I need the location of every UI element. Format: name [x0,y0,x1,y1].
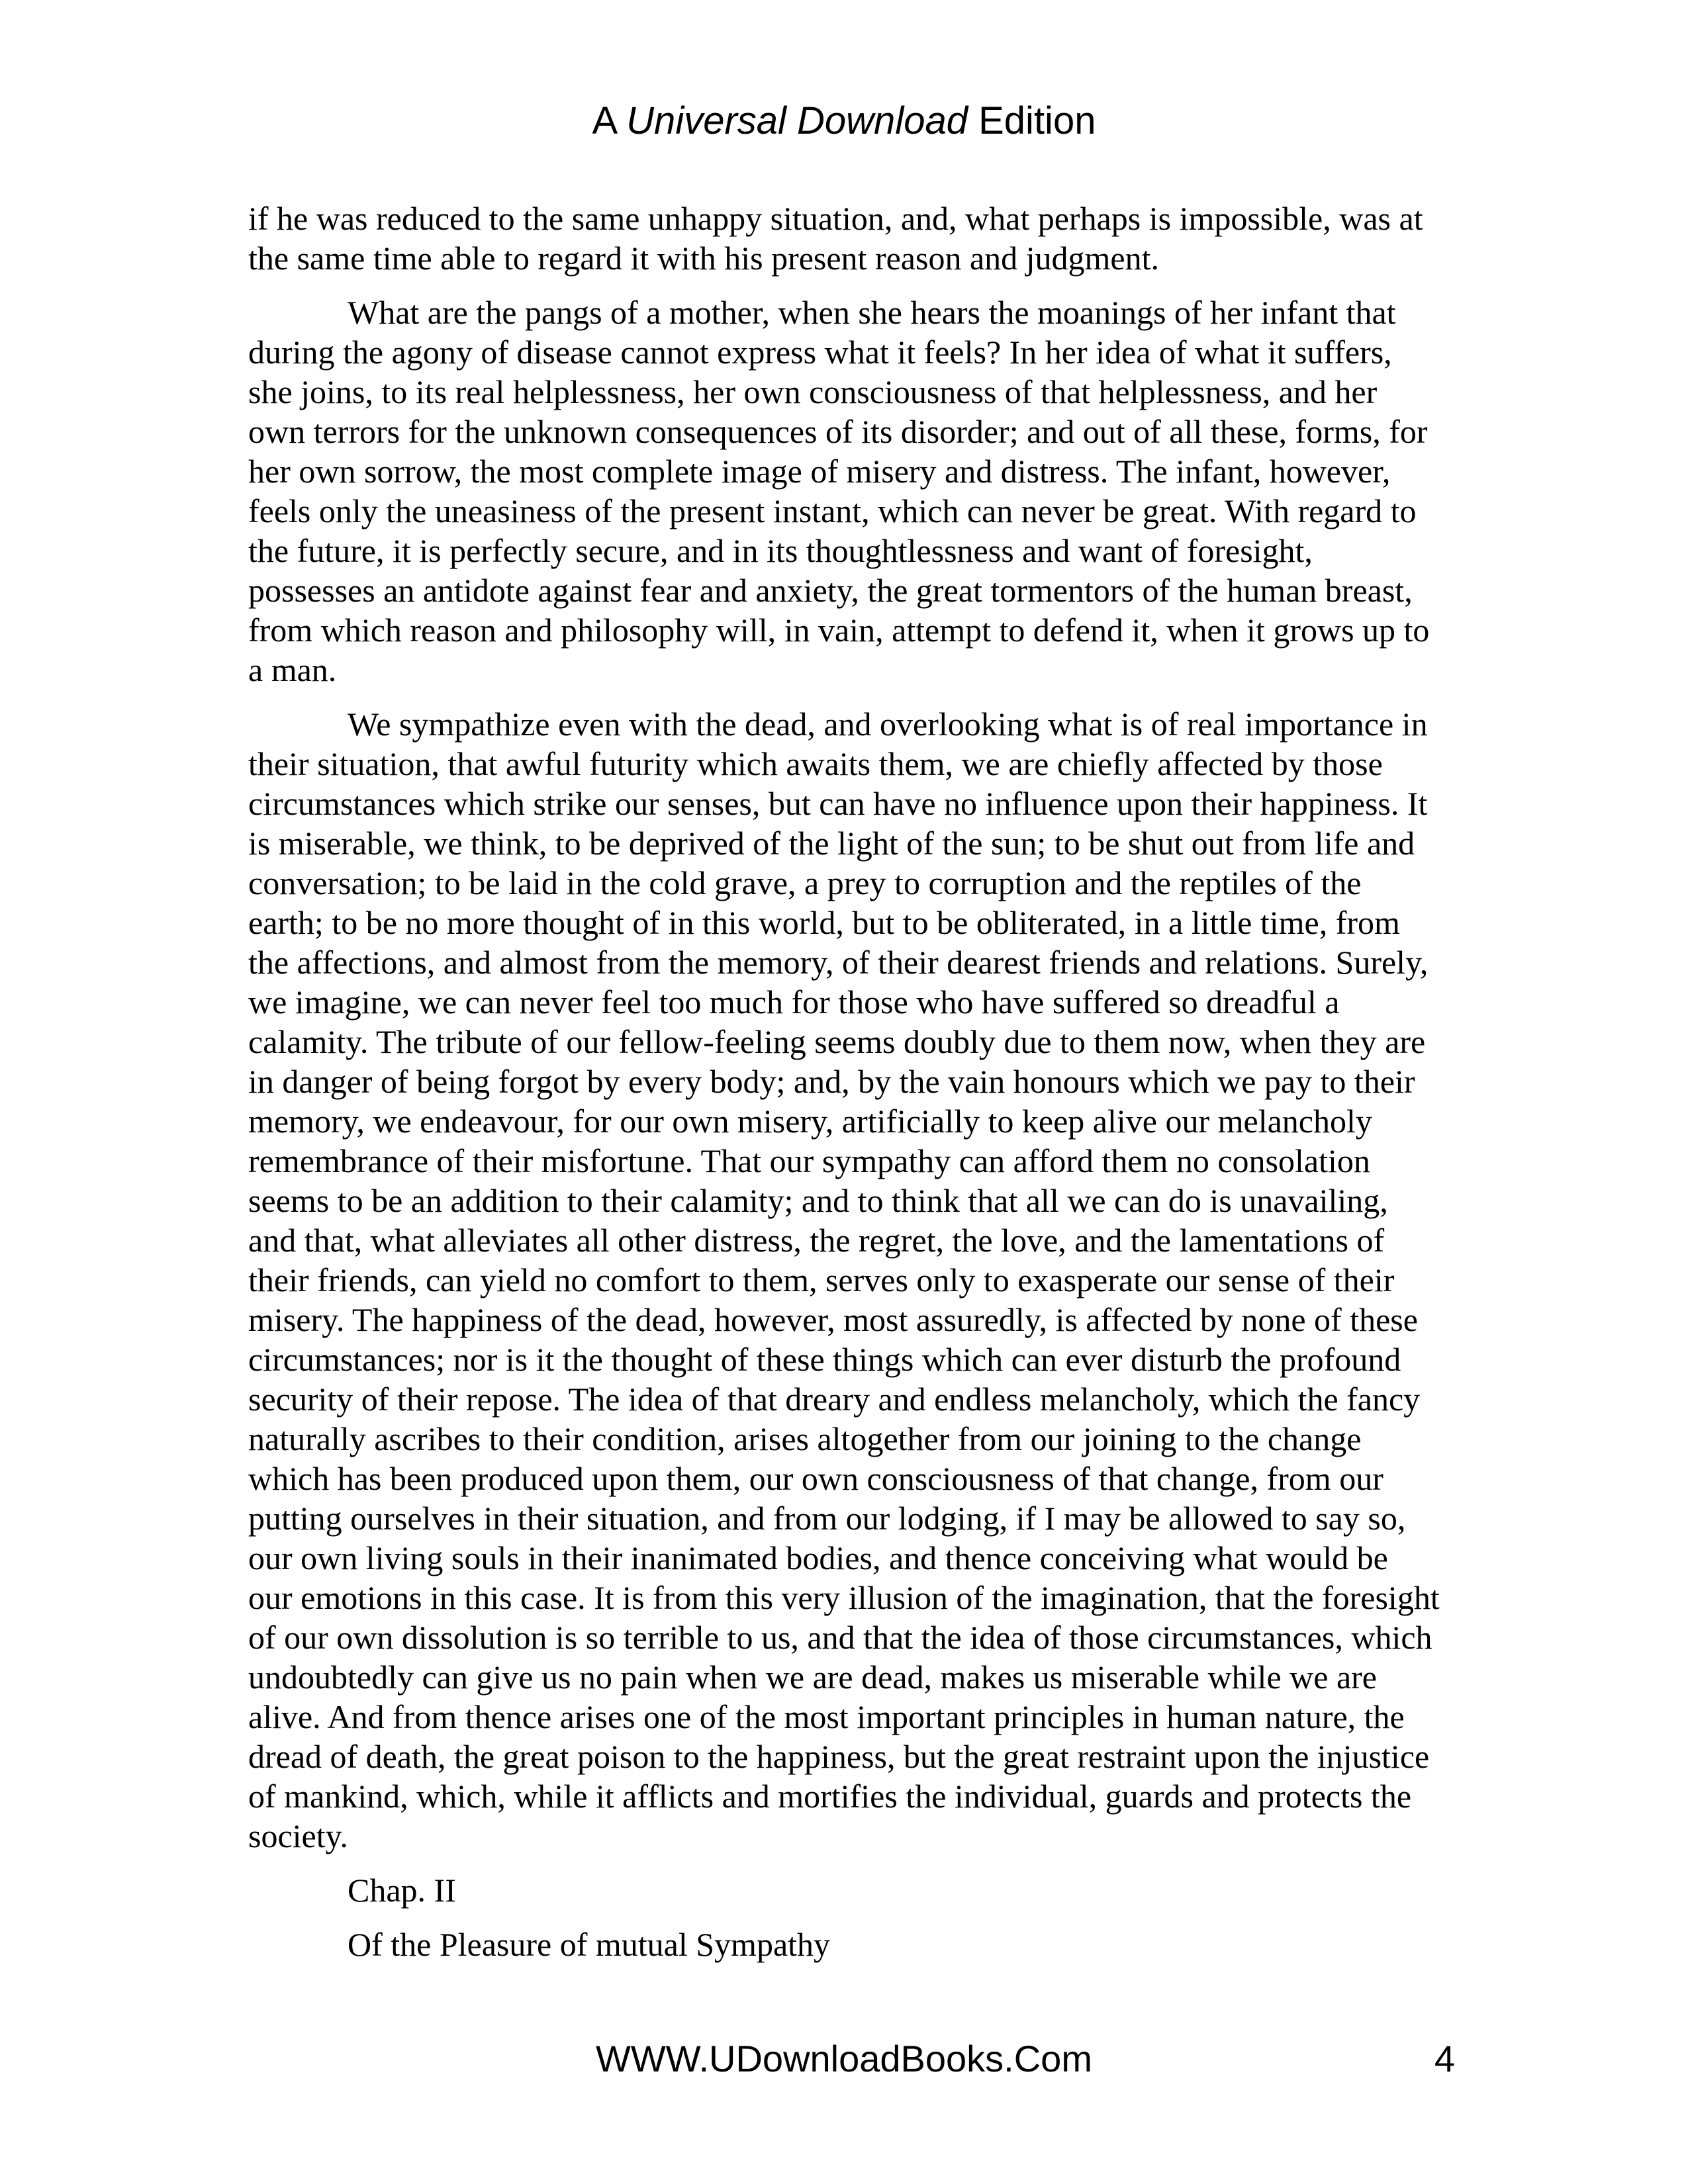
edition-header-suffix: Edition [978,99,1096,142]
page-footer [0,2037,1688,2083]
edition-header [0,98,1688,144]
edition-header-prefix: A [592,99,616,142]
paragraph-mother-pangs: What are the pangs of a mother, when she hears the moanings of her infant that during the agony of disease cannot express what it feels? In her idea of what it suffers, she joins, to its real helplessness, her own consciousness of that helplessness, and her own terrors for the unknown consequences of its disorder; and out of all these, forms, for her own sorrow, the most complete image of misery and distress. The infant, however, feels only the uneasiness of the present instant, which can never be great. With regard to the future, it is perfectly secure, and in its thoughtlessness and want of foresight, possesses an antidote against fear and anxiety, the great tormentors of the human breast, from which reason and philosophy will, in vain, attempt to defend it, when it grows up to a man. [248,294,1430,688]
footer-website: WWW.UDownloadBooks.Com [596,2038,1092,2079]
brand-name: Universal Download [626,99,968,142]
page-number: 4 [1434,2038,1455,2079]
chapter-number: Chap. II [348,1872,456,1909]
paragraph-continuation: if he was reduced to the same unhappy situation, and, what perhaps is impossible, was at the same time able to regard it with his present reason and judgment. [248,200,1423,277]
chapter-title: Of the Pleasure of mutual Sympathy [348,1926,831,1963]
page-body [248,199,1440,1979]
paragraph-sympathy-dead: We sympathize even with the dead, and overlooking what is of real importance in their situation, that awful futurity which awaits them, we are chiefly affected by those circumstances which strike our senses, but can have no influence upon their happiness. It is miserable, we think, to be deprived of the light of the sun; to be shut out from life and conversation; to be laid in the cold grave, a prey to corruption and the reptiles of the earth; to be no more thought of in this world, but to be obliterated, in a little time, from the affections, and almost from the memory, of their dearest friends and relations. Surely, we imagine, we can never feel too much for those who have suffered so dreadful a calamity. The tribute of our fellow-feeling seems doubly due to them now, when they are in danger of being forgot by every body; and, by the vain honours which we pay to their memory, we endeavour, for our own misery, artificially to keep alive our melancholy remembrance of their misfortune. That our sympathy can afford them no consolation seems to be an addition to their calamity; and to think that all we can do is unavailing, and that, what alleviates all other distress, the regret, the love, and the lamentations of their friends, can yield no comfort to them, serves only to exasperate our sense of their misery. The happiness of the dead, however, most assuredly, is affected by none of these circumstances; nor is it the thought of these things which can ever disturb the profound security of their repose. The idea of that dreary and endless melancholy, which the fancy naturally ascribes to their condition, arises altogether from our joining to the change which has been produced upon them, our own consciousness of that change, from our putting ourselves in their situation, and from our lodging, if I may be allowed to say so, our own living souls in their inanimated bodies, and thence conceiving what would be our emotions in this case. It is from this very illusion of the imagination, that the foresight of our own dissolution is so terrible to us, and that the idea of those circumstances, which undoubtedly can give us no pain when we are dead, makes us miserable while we are alive. And from thence arises one of the most important principles in human nature, the dread of death, the great poison to the happiness, but the great restraint upon the injustice of mankind, which, while it afflicts and mortifies the individual, guards and protects the society. [248,705,1440,1854]
